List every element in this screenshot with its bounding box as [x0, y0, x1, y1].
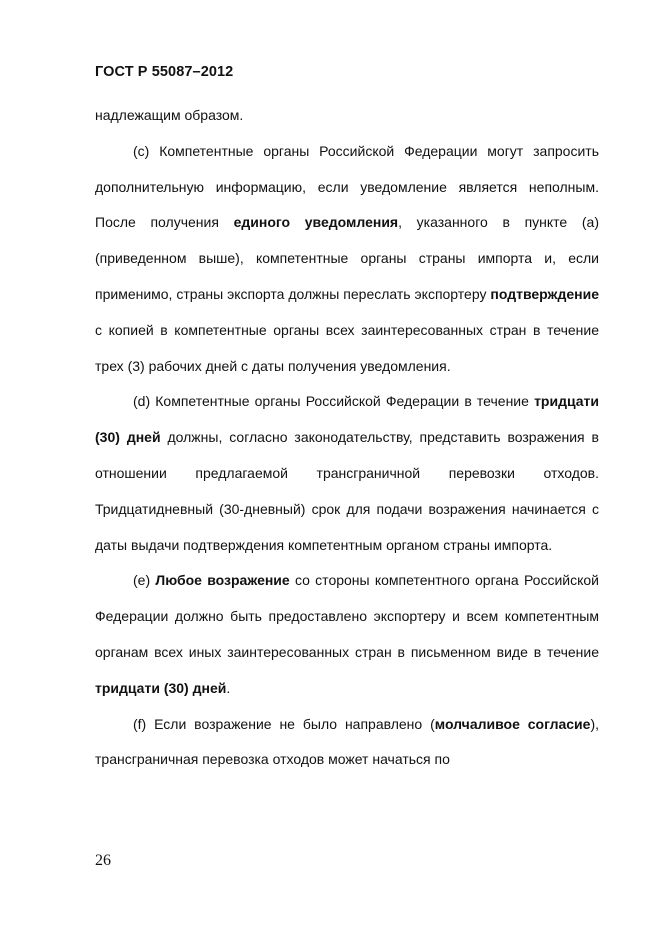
bold-term: единого уведомления	[233, 214, 399, 231]
paragraph-text: ), трансграничная перевозка отходов может начаться по	[95, 715, 599, 768]
document-body	[95, 98, 599, 778]
bold-term: Любое возражение	[155, 572, 290, 589]
paragraph-text: , указанного в пункте (a) (приведенном выше), компетентные органы страны импорта и, если применимо, страны экспорта должны переслать экспортеру	[95, 214, 599, 302]
paragraph-text: (c) Компетентные органы Российской Федерации могут запросить дополнительную информацию, если уведомление является неполным. После получения	[95, 142, 599, 231]
bold-term: подтверждение	[490, 285, 599, 302]
paragraph-text: (e)	[133, 572, 156, 589]
paragraph-text: надлежащим образом.	[95, 107, 244, 123]
paragraph-continuation	[95, 98, 599, 134]
paragraph-text: со стороны компетентного органа Российской Федерации должно быть предоставлено экспортеру и всем компетентным органам всех иных заинтересованных стран в письменном виде в течение	[95, 572, 599, 660]
paragraph-d	[95, 384, 599, 563]
bold-term: тридцати (30) дней	[95, 393, 599, 446]
paragraph-text: (f) Если возражение не было направлено (	[133, 715, 435, 732]
document-header: ГОСТ Р 55087–2012	[95, 64, 234, 80]
paragraph-f	[95, 707, 599, 779]
paragraph-text: с копией в компетентные органы всех заинтересованных стран в течение трех (3) рабочих дней с даты получения уведомления.	[95, 321, 599, 374]
bold-term: тридцати (30) дней	[95, 679, 227, 696]
paragraph-e	[95, 563, 599, 706]
paragraph-text: должны, согласно законодательству, представить возражения в отношении предлагаемой трансграничной перевозки отходов. Тридцатидневный (30-дневный) срок для подачи возражения начинается с даты выдачи подтверждения компетентным органом страны импорта.	[95, 429, 599, 553]
page-number: 26	[95, 852, 111, 869]
bold-term: молчаливое согласие	[434, 715, 591, 732]
paragraph-c	[95, 134, 599, 385]
paragraph-text: (d) Компетентные органы Российской Федерации в течение	[133, 393, 535, 410]
paragraph-text: .	[226, 679, 231, 696]
